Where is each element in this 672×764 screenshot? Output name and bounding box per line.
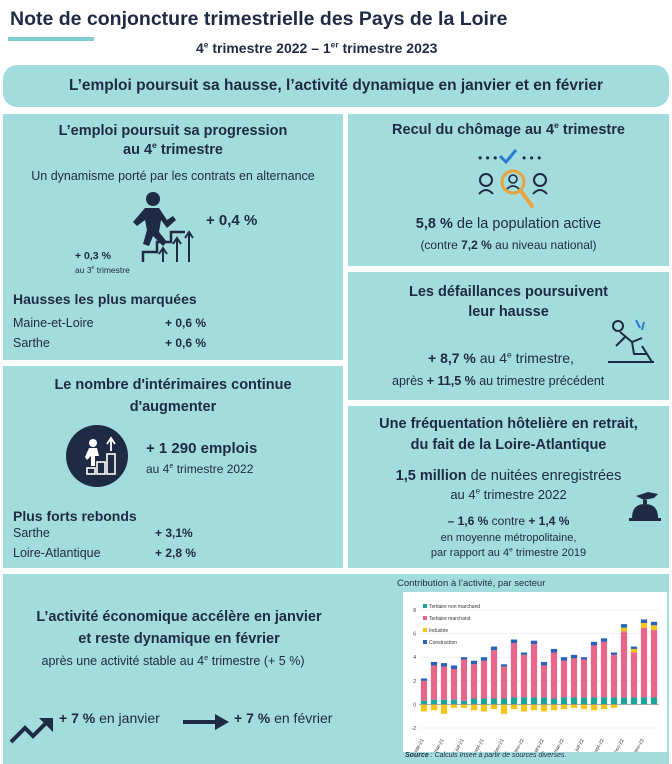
x-tick-label: nov-21 xyxy=(492,738,506,752)
defaillances-panel xyxy=(348,272,669,400)
bar-segment xyxy=(561,661,567,698)
bar-segment xyxy=(631,649,637,653)
bar-segment xyxy=(631,697,637,704)
hotel-value: 1,5 million de nuitées enregistrées xyxy=(395,468,622,484)
hotel-compare: – 1,6 % contre + 1,4 % xyxy=(447,514,570,528)
svg-text:• • •: • • • xyxy=(478,151,498,165)
bar-segment xyxy=(441,663,447,667)
bar-segment xyxy=(551,699,557,705)
hotel-value-sub: au 4e trimestre 2022 xyxy=(450,486,567,502)
hotel-title: Une fréquentation hôtelière en retrait, du fait de la Loire-Atlantique xyxy=(379,416,638,453)
y-tick-label: 0 xyxy=(413,702,416,709)
bar-segment xyxy=(531,641,537,645)
bar-segment xyxy=(481,661,487,699)
legend-label: Tertiaire marchand xyxy=(429,616,471,622)
activite-feb: + 7 % en février xyxy=(234,710,333,726)
page-title: Note de conjoncture trimestrielle des Pays de la Loire xyxy=(10,8,508,30)
header xyxy=(0,0,672,58)
bar-segment xyxy=(651,622,657,626)
legend-swatch xyxy=(423,628,427,632)
bar-segment xyxy=(551,652,557,698)
stairs-person-icon xyxy=(123,190,203,262)
defaillances-prev: après + 11,5 % au trimestre précédent xyxy=(392,374,605,388)
emploi-title: L’emploi poursuit sa progression au 4e trimestre xyxy=(58,123,288,158)
emploi-panel xyxy=(3,114,343,360)
x-tick-label: sept-22 xyxy=(592,738,606,752)
headline-text: L’emploi poursuit sa hausse, l’activité dynamique en janvier et en février xyxy=(68,77,604,94)
bar-segment xyxy=(531,697,537,704)
job-search-icon xyxy=(476,146,550,212)
defaillances-value: + 8,7 % au 4e trimestre, xyxy=(428,349,574,366)
bar-segment xyxy=(511,643,517,697)
bar-segment xyxy=(451,704,457,708)
bar-segment xyxy=(471,661,477,665)
bar-segment xyxy=(471,699,477,705)
falling-person-icon xyxy=(606,318,656,364)
bar-segment xyxy=(541,662,547,666)
bar-segment xyxy=(481,704,487,711)
bar-segment xyxy=(551,649,557,653)
bar-segment xyxy=(491,650,497,698)
bar-segment xyxy=(651,697,657,704)
legend-label: Construction xyxy=(429,640,458,646)
bar-segment xyxy=(591,642,597,646)
bar-segment xyxy=(501,704,507,713)
legend-swatch xyxy=(423,640,427,644)
bar-segment xyxy=(591,645,597,697)
bar-segment xyxy=(461,701,467,705)
bar-segment xyxy=(481,657,487,661)
interim-title: Le nombre d'intérimaires continue d'augmenter xyxy=(54,377,292,415)
page-subtitle: 4e trimestre 2022 – 1er trimestre 2023 xyxy=(196,39,438,56)
hausses-row-2: Sarthe + 0,6 % xyxy=(13,336,207,350)
chomage-value: 5,8 % de la population active xyxy=(415,216,602,232)
bar-segment xyxy=(441,700,447,705)
defaillances-title: Les défaillances poursuivent leur hausse xyxy=(408,284,609,320)
bar-segment xyxy=(531,704,537,710)
bar-segment xyxy=(471,664,477,698)
bar-segment xyxy=(611,652,617,654)
bar-segment xyxy=(541,665,547,697)
bar-segment xyxy=(501,699,507,705)
emploi-main-value: + 0,4 % xyxy=(206,212,258,229)
bar-segment xyxy=(451,669,457,700)
y-tick-label: 2 xyxy=(413,678,416,685)
bar-segment xyxy=(611,697,617,704)
bar-segment xyxy=(461,660,467,701)
legend-label: Tertiaire non marchand xyxy=(429,604,481,610)
bar-segment xyxy=(581,660,587,698)
legend-label: Industrie xyxy=(429,628,449,634)
bar-segment xyxy=(601,642,607,697)
bar-segment xyxy=(471,704,477,710)
chart-source: Source : Calculs Insee à partir de sources diverses. xyxy=(405,752,567,759)
x-tick-label: mai-21 xyxy=(432,738,446,752)
activite-title: L’activité économique accélère en janvier et reste dynamique en février xyxy=(36,609,322,647)
bar-segment xyxy=(611,704,617,708)
activite-panel xyxy=(3,574,669,764)
arrow-right-icon xyxy=(181,712,231,732)
interim-value-sub: au 4e trimestre 2022 xyxy=(146,461,254,476)
y-tick-label: 4 xyxy=(413,655,416,662)
bar-segment xyxy=(591,704,597,710)
bar-segment xyxy=(491,699,497,705)
title-underline xyxy=(8,37,94,41)
hausses-row-1: Maine-et-Loire + 0,6 % xyxy=(13,316,207,330)
bar-segment xyxy=(441,704,447,713)
x-tick-label: nov-22 xyxy=(612,738,626,752)
bar-segment xyxy=(421,681,427,701)
y-tick-label: -2 xyxy=(411,726,416,732)
activite-subtitle: après une activité stable au 4e trimestre (+ 5 %) xyxy=(41,652,305,668)
chomage-title: Recul du chômage au 4e trimestre xyxy=(392,120,625,138)
sector-contribution-chart xyxy=(403,592,667,752)
rebonds-title: Plus forts rebonds xyxy=(13,508,137,524)
bar-segment xyxy=(561,657,567,661)
bar-segment xyxy=(511,697,517,704)
bar-segment xyxy=(641,623,647,628)
bar-segment xyxy=(521,704,527,711)
bar-segment xyxy=(561,704,567,709)
bar-segment xyxy=(581,657,587,659)
bar-segment xyxy=(451,665,457,669)
bar-segment xyxy=(541,697,547,704)
bar-segment xyxy=(461,704,467,708)
bar-segment xyxy=(511,640,517,644)
bar-segment xyxy=(491,647,497,651)
x-tick-label: janv-23 xyxy=(632,738,646,752)
bar-segment xyxy=(501,667,507,699)
bar-segment xyxy=(621,628,627,632)
y-tick-label: 8 xyxy=(413,608,416,614)
bar-segment xyxy=(501,664,507,666)
x-tick-label: sept-21 xyxy=(472,738,486,752)
bar-segment xyxy=(581,704,587,709)
bar-segment xyxy=(631,652,637,697)
hotel-compare-l2: en moyenne métropolitaine, xyxy=(440,532,577,544)
hausses-title: Hausses les plus marquées xyxy=(13,291,197,307)
emploi-prev-label: au 3e trimestre xyxy=(75,265,130,275)
chart-title: Contribution à l’activité, par secteur xyxy=(397,578,546,589)
bar-segment xyxy=(601,697,607,704)
bar-segment xyxy=(431,700,437,705)
x-tick-label: mai-22 xyxy=(552,738,566,752)
bar-segment xyxy=(481,699,487,705)
bar-segment xyxy=(531,644,537,697)
bar-segment xyxy=(621,631,627,697)
hotel-compare-l3: par rapport au 4e trimestre 2019 xyxy=(430,546,587,559)
x-tick-label: janv-22 xyxy=(512,738,526,752)
bar-segment xyxy=(611,655,617,697)
bar-segment xyxy=(571,697,577,704)
emploi-subtitle: Un dynamisme porté par les contrats en alternance xyxy=(31,169,315,183)
rebonds-row-1: Sarthe + 3,1% xyxy=(13,526,193,540)
chomage-panel xyxy=(348,114,669,266)
bar-segment xyxy=(631,647,637,649)
bar-segment xyxy=(601,638,607,642)
bar-segment xyxy=(621,697,627,704)
bar-segment xyxy=(571,704,577,708)
headline-banner xyxy=(3,65,669,107)
bar-segment xyxy=(511,704,517,709)
bar-segment xyxy=(551,704,557,710)
bar-segment xyxy=(491,704,497,709)
bar-segment xyxy=(641,628,647,698)
y-tick-label: 6 xyxy=(413,631,416,638)
svg-text:• • •: • • • xyxy=(522,151,542,165)
rebonds-row-2: Loire-Atlantique + 2,8 % xyxy=(13,546,197,560)
x-tick-label: mars-22 xyxy=(531,738,546,752)
emploi-prev-value: + 0,3 % xyxy=(75,250,111,262)
x-tick-label: juil-21 xyxy=(453,738,466,752)
bar-segment xyxy=(521,655,527,697)
bar-segment xyxy=(581,697,587,704)
bar-segment xyxy=(521,697,527,704)
bar-segment xyxy=(421,678,427,680)
x-tick-label: juil-22 xyxy=(573,738,586,752)
bar-segment xyxy=(431,665,437,699)
bar-segment xyxy=(651,625,657,630)
interim-value: + 1 290 emplois xyxy=(146,440,258,457)
bar-segment xyxy=(421,704,427,711)
chomage-compare: (contre 7,2 % au niveau national) xyxy=(420,238,597,252)
bar-segment xyxy=(651,630,657,697)
interim-growth-icon xyxy=(65,424,129,488)
legend-swatch xyxy=(423,604,427,608)
bar-segment xyxy=(571,655,577,659)
bar-segment xyxy=(431,662,437,666)
bar-segment xyxy=(441,667,447,700)
bar-segment xyxy=(451,700,457,705)
bar-segment xyxy=(641,619,647,623)
bar-segment xyxy=(561,697,567,704)
interim-panel xyxy=(3,366,343,568)
trend-up-icon xyxy=(9,716,55,744)
bar-segment xyxy=(621,624,627,628)
bar-segment xyxy=(601,704,607,709)
bar-segment xyxy=(421,701,427,705)
bar-segment xyxy=(641,697,647,704)
hotel-panel xyxy=(348,406,669,568)
chart-box xyxy=(403,592,667,752)
activite-jan: + 7 % en janvier xyxy=(59,710,160,726)
bar-segment xyxy=(591,697,597,704)
bar-segment xyxy=(521,652,527,654)
bar-segment xyxy=(571,658,577,697)
bar-segment xyxy=(431,704,437,710)
bar-segment xyxy=(541,704,547,711)
x-tick-label: mar-21 xyxy=(412,738,426,752)
legend-swatch xyxy=(423,616,427,620)
bar-segment xyxy=(461,657,467,659)
